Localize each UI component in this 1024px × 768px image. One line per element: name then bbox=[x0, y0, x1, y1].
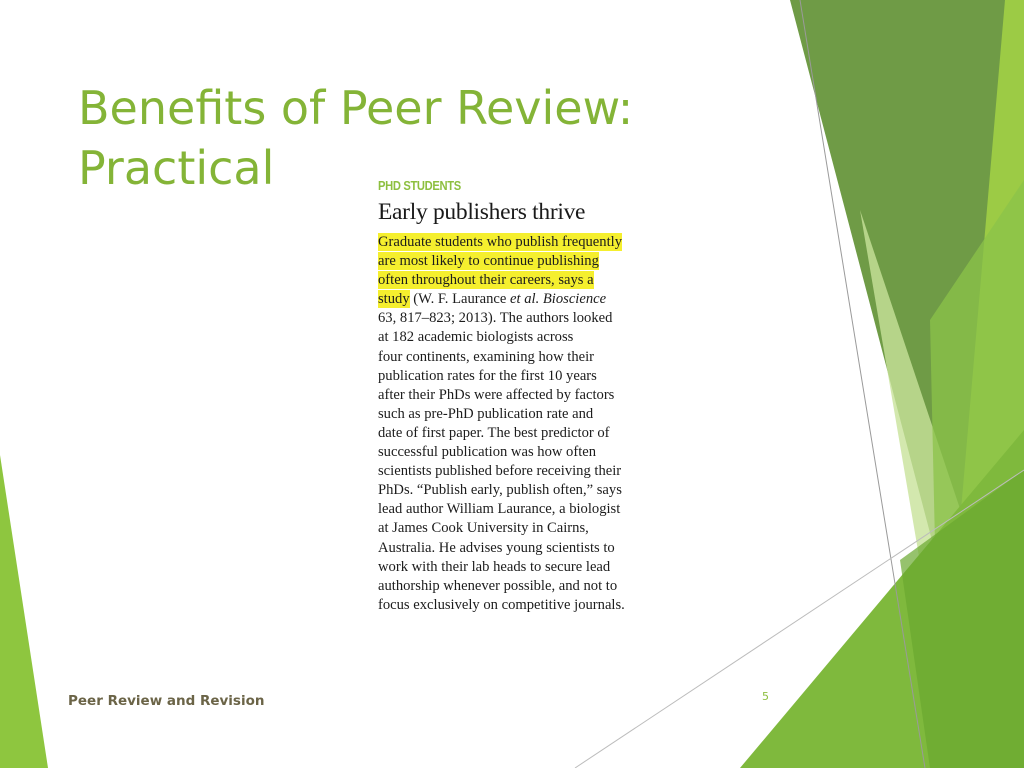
title-line-2: Practical bbox=[78, 141, 275, 195]
body-line: 63, 817–823; 2013). The authors looked bbox=[378, 310, 613, 327]
body-line: Australia. He advises young scientists to bbox=[378, 539, 615, 556]
citation-journal: et al. Bioscience bbox=[510, 291, 607, 308]
highlighted-line: Graduate students who publish frequently bbox=[378, 234, 622, 250]
body-line: PhDs. “Publish early, publish often,” says bbox=[378, 482, 622, 499]
slide-footer: Peer Review and Revision bbox=[68, 693, 265, 709]
article-body bbox=[378, 233, 662, 615]
body-line: successful publication was how often bbox=[378, 444, 597, 461]
highlighted-line: are most likely to continue publishing bbox=[378, 253, 599, 270]
article-kicker: PHD STUDENTS bbox=[378, 178, 461, 193]
article-clipping bbox=[378, 176, 668, 615]
body-line: at 182 academic biologists across bbox=[378, 329, 574, 346]
highlighted-line: study bbox=[378, 291, 410, 308]
left-corner-shape bbox=[0, 455, 48, 768]
article-headline: Early publishers thrive bbox=[378, 199, 586, 225]
body-line: work with their lab heads to secure lead bbox=[378, 558, 611, 575]
body-line: focus exclusively on competitive journals. bbox=[378, 596, 625, 613]
highlighted-line: often throughout their careers, says a bbox=[378, 272, 594, 289]
page-number: 5 bbox=[762, 690, 769, 703]
title-line-1: Benefits of Peer Review: bbox=[78, 81, 634, 135]
body-line: at James Cook University in Cairns, bbox=[378, 520, 589, 537]
body-line: scientists published before receiving their bbox=[378, 463, 622, 480]
body-line: publication rates for the first 10 years bbox=[378, 367, 597, 384]
body-line: such as pre-PhD publication rate and bbox=[378, 405, 594, 422]
body-line: four continents, examining how their bbox=[378, 348, 595, 365]
body-line: authorship whenever possible, and not to bbox=[378, 577, 618, 594]
body-line: after their PhDs were affected by factors bbox=[378, 386, 615, 403]
citation-author: (W. F. Laurance bbox=[409, 291, 511, 308]
body-line: date of first paper. The best predictor of bbox=[378, 424, 610, 441]
body-line: lead author William Laurance, a biologist bbox=[378, 501, 621, 518]
